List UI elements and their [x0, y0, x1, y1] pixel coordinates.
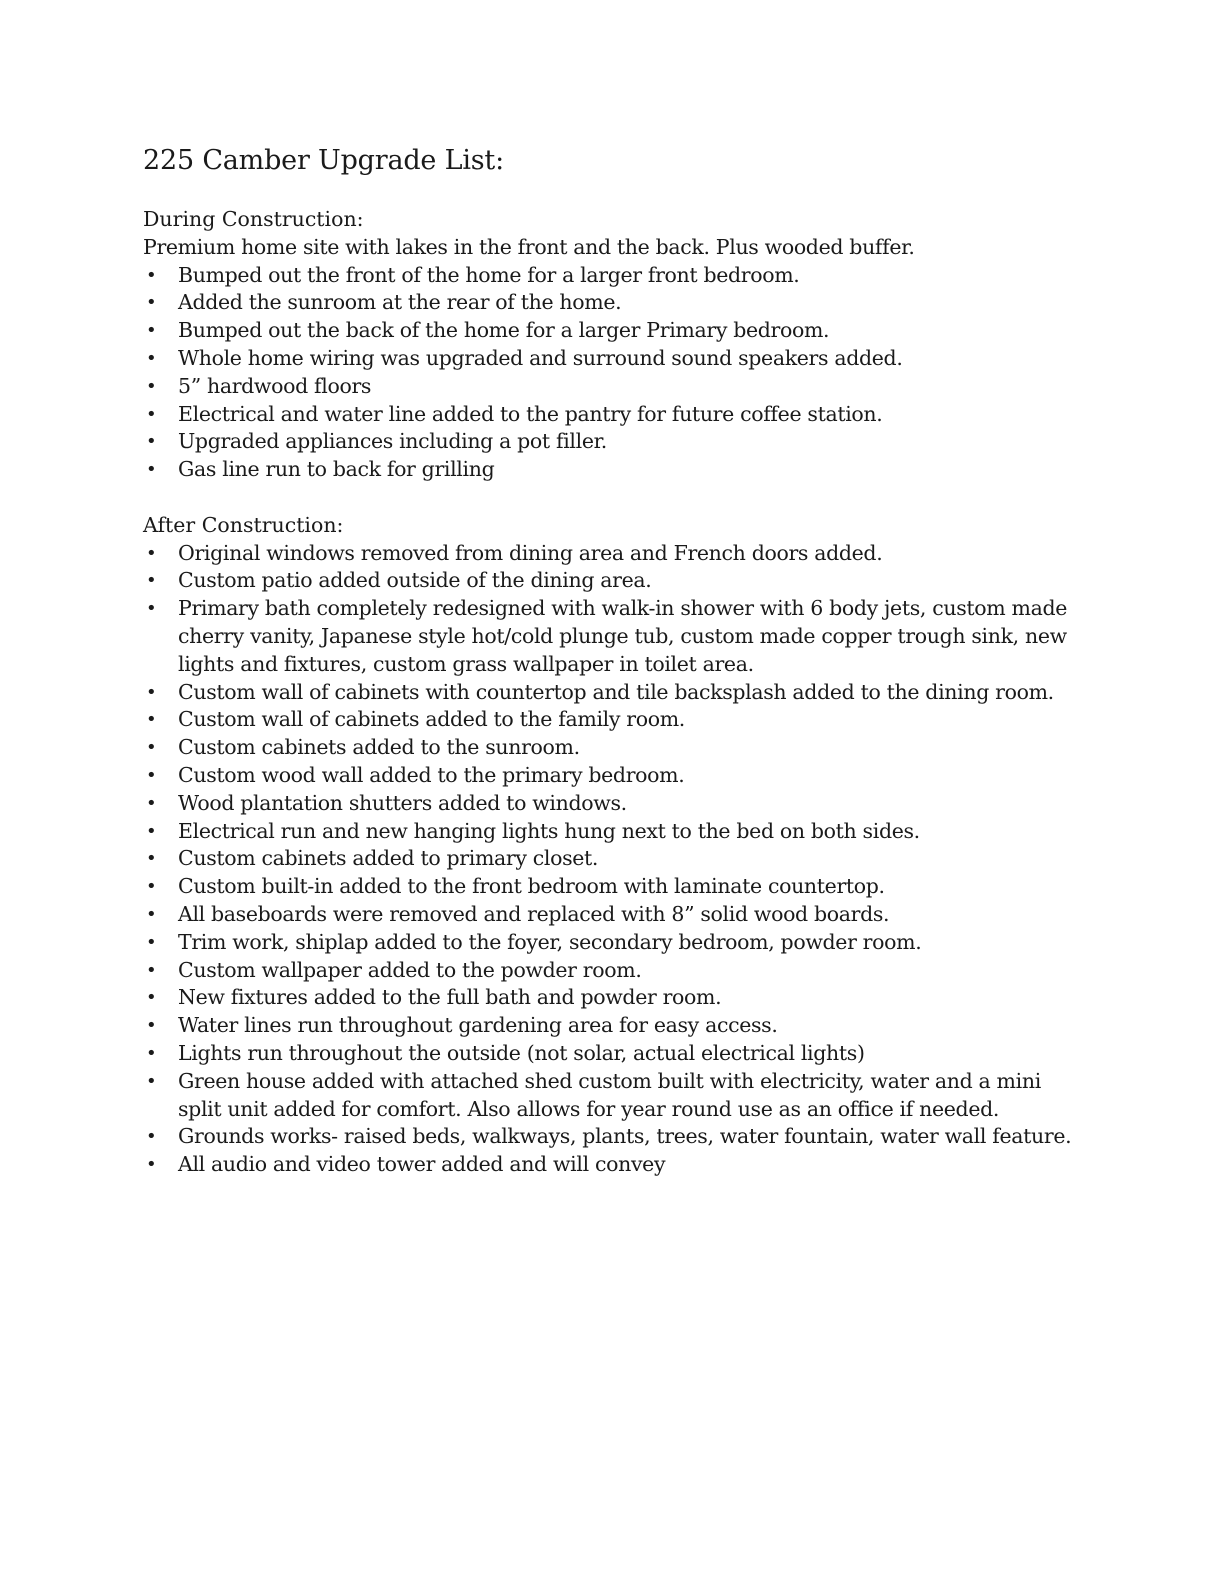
list-item-text: Custom wall of cabinets with countertop and tile backsplash added to the dining room. [178, 679, 1054, 704]
list-item [143, 345, 1083, 373]
list-item [143, 901, 1083, 929]
list-item [143, 762, 1083, 790]
bullet-icon: • [146, 598, 157, 620]
bullet-icon: • [146, 959, 157, 981]
list-item [143, 289, 1083, 317]
list-item-text: Custom cabinets added to the sunroom. [178, 735, 580, 760]
list-item-text: Custom built-in added to the front bedroom with laminate countertop. [178, 874, 885, 899]
list-item-text: Wood plantation shutters added to windows. [178, 790, 627, 815]
list-item [143, 984, 1083, 1012]
list-item-text: All audio and video tower added and will convey [178, 1152, 666, 1177]
list-item [143, 734, 1083, 762]
list-item-text: New fixtures added to the full bath and powder room. [178, 985, 722, 1010]
list-item [143, 401, 1083, 429]
list-item-text: Whole home wiring was upgraded and surround sound speakers added. [178, 345, 903, 370]
list-item-text: Custom wall of cabinets added to the family room. [178, 707, 685, 732]
document-page [143, 142, 1083, 1179]
list-item [143, 1151, 1083, 1179]
bullet-icon: • [146, 1154, 157, 1176]
bullet-icon: • [146, 459, 157, 481]
bullet-icon: • [146, 431, 157, 453]
bullet-icon: • [146, 1126, 157, 1148]
after-construction-list [143, 540, 1083, 1179]
bullet-icon: • [146, 681, 157, 703]
list-item [143, 1040, 1083, 1068]
bullet-icon: • [146, 1015, 157, 1037]
bullet-icon: • [146, 1042, 157, 1064]
list-item-text: Electrical run and new hanging lights hung next to the bed on both sides. [178, 818, 920, 843]
list-item-text: Primary bath completely redesigned with walk-in shower with 6 body jets, custom made cherry vanity, Japanese style hot/cold plunge tub, custom made copper trough sink, new lights and fixtures, custom grass wallpaper in toilet area. [178, 596, 1068, 676]
bullet-icon: • [146, 792, 157, 814]
list-item [143, 790, 1083, 818]
list-item [143, 595, 1083, 678]
bullet-icon: • [146, 1070, 157, 1092]
list-item-text: 5” hardwood floors [178, 373, 372, 398]
bullet-icon: • [146, 347, 157, 369]
list-item-text: All baseboards were removed and replaced with 8” solid wood boards. [178, 901, 890, 926]
during-construction-heading: During Construction: [143, 207, 364, 231]
bullet-icon: • [146, 375, 157, 397]
bullet-icon: • [146, 542, 157, 564]
bullet-icon: • [146, 403, 157, 425]
list-item-text: Gas line run to back for grilling [178, 457, 495, 482]
list-item-text: Bumped out the front of the home for a larger front bedroom. [178, 262, 800, 287]
document-title: 225 Camber Upgrade List: [143, 145, 504, 176]
during-construction-list [143, 262, 1083, 484]
list-item [143, 373, 1083, 401]
bullet-icon: • [146, 987, 157, 1009]
list-item [143, 706, 1083, 734]
list-item [143, 1012, 1083, 1040]
bullet-icon: • [146, 820, 157, 842]
list-item [143, 456, 1083, 484]
list-item [143, 957, 1083, 985]
bullet-icon: • [146, 709, 157, 731]
bullet-icon: • [146, 764, 157, 786]
bullet-icon: • [146, 292, 157, 314]
list-item-text: Trim work, shiplap added to the foyer, secondary bedroom, powder room. [178, 929, 922, 954]
list-item [143, 873, 1083, 901]
list-item-text: Custom wood wall added to the primary bedroom. [178, 762, 685, 787]
list-item [143, 540, 1083, 568]
bullet-icon: • [146, 320, 157, 342]
list-item-text: Custom patio added outside of the dining area. [178, 568, 652, 593]
bullet-icon: • [146, 570, 157, 592]
list-item [143, 1068, 1083, 1124]
list-item [143, 679, 1083, 707]
bullet-icon: • [146, 264, 157, 286]
list-item [143, 929, 1083, 957]
bullet-icon: • [146, 848, 157, 870]
list-item [143, 845, 1083, 873]
list-item [143, 428, 1083, 456]
list-item-text: Upgraded appliances including a pot filler. [178, 429, 607, 454]
list-item [143, 567, 1083, 595]
list-item [143, 818, 1083, 846]
bullet-icon: • [146, 876, 157, 898]
list-item-text: Grounds works- raised beds, walkways, plants, trees, water fountain, water wall feature. [178, 1124, 1072, 1149]
list-item [143, 262, 1083, 290]
list-item-text: Water lines run throughout gardening area for easy access. [178, 1013, 778, 1038]
section-spacer [143, 484, 1083, 512]
list-item-text: Electrical and water line added to the pantry for future coffee station. [178, 401, 883, 426]
list-item [143, 1123, 1083, 1151]
list-item-text: Original windows removed from dining area and French doors added. [178, 540, 883, 565]
list-item-text: Custom cabinets added to primary closet. [178, 846, 599, 871]
list-item-text: Bumped out the back of the home for a larger Primary bedroom. [178, 318, 830, 343]
list-item-text: Added the sunroom at the rear of the home. [178, 290, 622, 315]
list-item-text: Custom wallpaper added to the powder room. [178, 957, 642, 982]
after-construction-heading: After Construction: [143, 512, 344, 537]
bullet-icon: • [146, 903, 157, 925]
list-item [143, 317, 1083, 345]
bullet-icon: • [146, 737, 157, 759]
bullet-icon: • [146, 931, 157, 953]
list-item-text: Lights run throughout the outside (not solar, actual electrical lights) [178, 1040, 865, 1065]
during-construction-intro: Premium home site with lakes in the front and the back. Plus wooded buffer. [143, 234, 915, 259]
list-item-text: Green house added with attached shed custom built with electricity, water and a mini split unit added for comfort. Also allows for year round use as an office if needed. [178, 1068, 1041, 1121]
